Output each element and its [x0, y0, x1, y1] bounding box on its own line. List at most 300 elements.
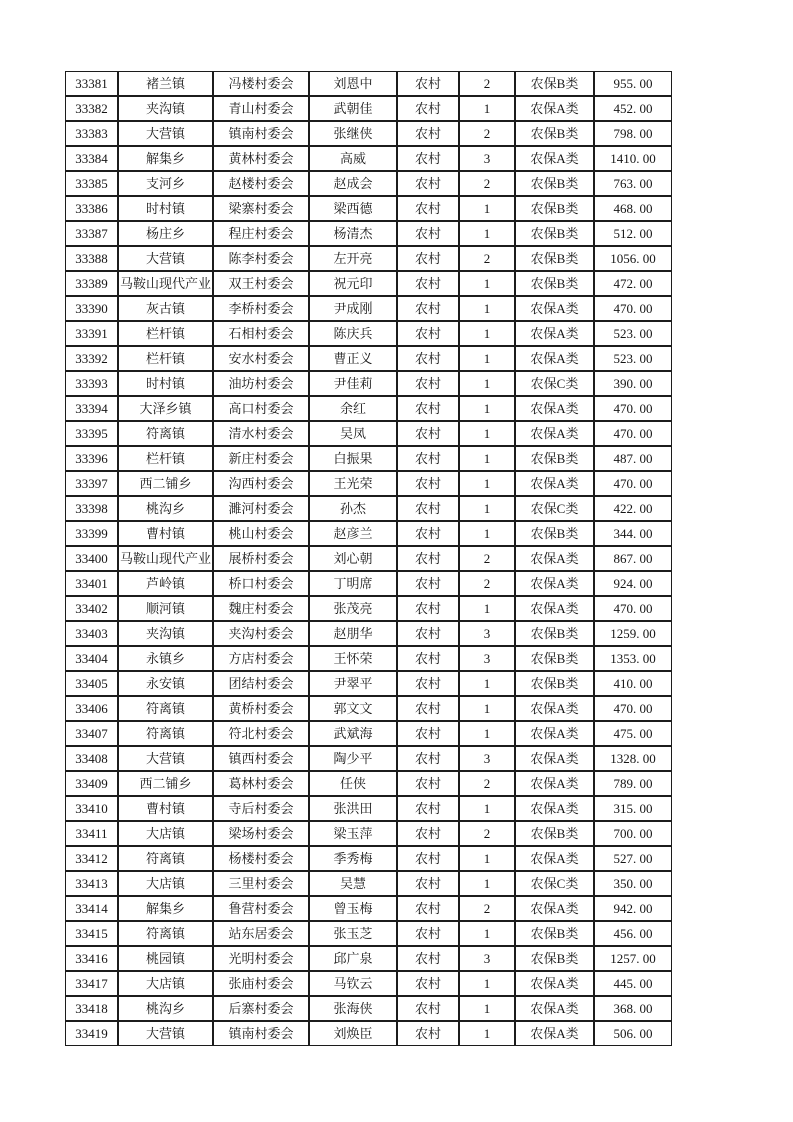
cell-residence: 农村 [397, 771, 459, 796]
table-row [65, 221, 672, 246]
cell-village: 后寨村委会 [213, 996, 309, 1021]
cell-name: 左开亮 [309, 246, 397, 271]
cell-name: 孙杰 [309, 496, 397, 521]
cell-count: 1 [459, 371, 515, 396]
cell-village: 寺后村委会 [213, 796, 309, 821]
cell-count: 1 [459, 521, 515, 546]
table-row [65, 821, 672, 846]
cell-id: 33381 [65, 71, 118, 96]
cell-village: 魏庄村委会 [213, 596, 309, 621]
cell-count: 1 [459, 721, 515, 746]
cell-count: 1 [459, 871, 515, 896]
cell-residence: 农村 [397, 471, 459, 496]
cell-id: 33419 [65, 1021, 118, 1046]
table-row [65, 296, 672, 321]
cell-category: 农保A类 [515, 971, 594, 996]
cell-village: 陈李村委会 [213, 246, 309, 271]
cell-name: 季秀梅 [309, 846, 397, 871]
cell-village: 石相村委会 [213, 321, 309, 346]
cell-amount: 470. 00 [594, 596, 672, 621]
cell-amount: 344. 00 [594, 521, 672, 546]
cell-village: 李桥村委会 [213, 296, 309, 321]
cell-residence: 农村 [397, 71, 459, 96]
cell-id: 33402 [65, 596, 118, 621]
table-row [65, 946, 672, 971]
cell-town: 符离镇 [118, 921, 213, 946]
cell-name: 郭文文 [309, 696, 397, 721]
cell-village: 梁寨村委会 [213, 196, 309, 221]
cell-residence: 农村 [397, 496, 459, 521]
cell-village: 葛林村委会 [213, 771, 309, 796]
cell-category: 农保B类 [515, 621, 594, 646]
cell-village: 光明村委会 [213, 946, 309, 971]
cell-category: 农保C类 [515, 371, 594, 396]
cell-category: 农保A类 [515, 696, 594, 721]
cell-name: 祝元印 [309, 271, 397, 296]
table-row [65, 496, 672, 521]
table-row [65, 121, 672, 146]
table-row [65, 521, 672, 546]
table-body [65, 71, 672, 1046]
cell-id: 33394 [65, 396, 118, 421]
cell-amount: 527. 00 [594, 846, 672, 871]
cell-town: 大店镇 [118, 871, 213, 896]
cell-town: 褚兰镇 [118, 71, 213, 96]
cell-count: 1 [459, 196, 515, 221]
cell-id: 33387 [65, 221, 118, 246]
cell-category: 农保A类 [515, 546, 594, 571]
table-row [65, 246, 672, 271]
cell-count: 1 [459, 471, 515, 496]
cell-village: 桥口村委会 [213, 571, 309, 596]
cell-amount: 470. 00 [594, 421, 672, 446]
cell-town: 桃沟乡 [118, 996, 213, 1021]
table-row [65, 471, 672, 496]
cell-count: 2 [459, 71, 515, 96]
cell-village: 鲁营村委会 [213, 896, 309, 921]
cell-town: 支河乡 [118, 171, 213, 196]
cell-residence: 农村 [397, 96, 459, 121]
cell-village: 符北村委会 [213, 721, 309, 746]
cell-name: 张海侠 [309, 996, 397, 1021]
cell-id: 33383 [65, 121, 118, 146]
cell-town: 大营镇 [118, 121, 213, 146]
cell-amount: 1259. 00 [594, 621, 672, 646]
cell-count: 1 [459, 671, 515, 696]
cell-amount: 512. 00 [594, 221, 672, 246]
table-row [65, 546, 672, 571]
table-row [65, 171, 672, 196]
cell-residence: 农村 [397, 646, 459, 671]
cell-category: 农保B类 [515, 946, 594, 971]
cell-id: 33404 [65, 646, 118, 671]
cell-category: 农保A类 [515, 771, 594, 796]
cell-town: 曹村镇 [118, 796, 213, 821]
cell-residence: 农村 [397, 1021, 459, 1046]
cell-village: 杨楼村委会 [213, 846, 309, 871]
cell-amount: 350. 00 [594, 871, 672, 896]
cell-category: 农保A类 [515, 421, 594, 446]
cell-count: 1 [459, 96, 515, 121]
cell-name: 陶少平 [309, 746, 397, 771]
cell-name: 丁明席 [309, 571, 397, 596]
cell-amount: 523. 00 [594, 321, 672, 346]
cell-category: 农保B类 [515, 446, 594, 471]
cell-id: 33417 [65, 971, 118, 996]
cell-village: 油坊村委会 [213, 371, 309, 396]
cell-name: 任侠 [309, 771, 397, 796]
cell-amount: 1056. 00 [594, 246, 672, 271]
cell-residence: 农村 [397, 896, 459, 921]
cell-amount: 955. 00 [594, 71, 672, 96]
cell-category: 农保B类 [515, 671, 594, 696]
cell-amount: 390. 00 [594, 371, 672, 396]
table-row [65, 146, 672, 171]
cell-name: 王怀荣 [309, 646, 397, 671]
cell-village: 清水村委会 [213, 421, 309, 446]
cell-amount: 1257. 00 [594, 946, 672, 971]
cell-residence: 农村 [397, 396, 459, 421]
cell-id: 33408 [65, 746, 118, 771]
cell-count: 1 [459, 596, 515, 621]
cell-residence: 农村 [397, 421, 459, 446]
cell-id: 33407 [65, 721, 118, 746]
cell-residence: 农村 [397, 746, 459, 771]
cell-residence: 农村 [397, 196, 459, 221]
cell-count: 1 [459, 446, 515, 471]
cell-residence: 农村 [397, 596, 459, 621]
cell-id: 33418 [65, 996, 118, 1021]
cell-amount: 487. 00 [594, 446, 672, 471]
cell-amount: 700. 00 [594, 821, 672, 846]
cell-category: 农保A类 [515, 346, 594, 371]
cell-category: 农保A类 [515, 96, 594, 121]
cell-residence: 农村 [397, 146, 459, 171]
table-row [65, 921, 672, 946]
cell-residence: 农村 [397, 271, 459, 296]
cell-name: 杨清杰 [309, 221, 397, 246]
cell-amount: 470. 00 [594, 296, 672, 321]
cell-category: 农保B类 [515, 246, 594, 271]
cell-residence: 农村 [397, 521, 459, 546]
cell-amount: 523. 00 [594, 346, 672, 371]
cell-name: 刘焕臣 [309, 1021, 397, 1046]
cell-count: 1 [459, 696, 515, 721]
cell-town: 栏杆镇 [118, 346, 213, 371]
cell-category: 农保B类 [515, 271, 594, 296]
cell-id: 33388 [65, 246, 118, 271]
cell-id: 33393 [65, 371, 118, 396]
cell-residence: 农村 [397, 296, 459, 321]
cell-count: 1 [459, 296, 515, 321]
cell-village: 镇西村委会 [213, 746, 309, 771]
cell-amount: 472. 00 [594, 271, 672, 296]
cell-name: 曹正义 [309, 346, 397, 371]
cell-town: 西二铺乡 [118, 471, 213, 496]
cell-category: 农保A类 [515, 721, 594, 746]
cell-amount: 924. 00 [594, 571, 672, 596]
cell-village: 团结村委会 [213, 671, 309, 696]
cell-count: 1 [459, 346, 515, 371]
cell-residence: 农村 [397, 971, 459, 996]
cell-id: 33398 [65, 496, 118, 521]
cell-village: 镇南村委会 [213, 121, 309, 146]
cell-count: 1 [459, 996, 515, 1021]
cell-category: 农保A类 [515, 796, 594, 821]
cell-amount: 368. 00 [594, 996, 672, 1021]
cell-amount: 470. 00 [594, 396, 672, 421]
cell-count: 1 [459, 796, 515, 821]
cell-id: 33406 [65, 696, 118, 721]
cell-count: 2 [459, 821, 515, 846]
cell-residence: 农村 [397, 546, 459, 571]
cell-category: 农保B类 [515, 221, 594, 246]
cell-count: 1 [459, 321, 515, 346]
cell-category: 农保A类 [515, 996, 594, 1021]
cell-amount: 468. 00 [594, 196, 672, 221]
cell-residence: 农村 [397, 246, 459, 271]
cell-id: 33382 [65, 96, 118, 121]
cell-amount: 456. 00 [594, 921, 672, 946]
cell-name: 张玉芝 [309, 921, 397, 946]
cell-village: 青山村委会 [213, 96, 309, 121]
cell-id: 33411 [65, 821, 118, 846]
cell-id: 33389 [65, 271, 118, 296]
table-row [65, 271, 672, 296]
cell-name: 尹成刚 [309, 296, 397, 321]
cell-id: 33397 [65, 471, 118, 496]
cell-village: 濉河村委会 [213, 496, 309, 521]
cell-town: 夹沟镇 [118, 621, 213, 646]
cell-town: 符离镇 [118, 421, 213, 446]
cell-name: 曾玉梅 [309, 896, 397, 921]
cell-category: 农保B类 [515, 821, 594, 846]
cell-residence: 农村 [397, 321, 459, 346]
cell-village: 冯楼村委会 [213, 71, 309, 96]
cell-residence: 农村 [397, 821, 459, 846]
cell-count: 2 [459, 121, 515, 146]
cell-id: 33392 [65, 346, 118, 371]
cell-town: 桃园镇 [118, 946, 213, 971]
cell-name: 邱广泉 [309, 946, 397, 971]
cell-town: 桃沟乡 [118, 496, 213, 521]
table-row [65, 196, 672, 221]
cell-village: 程庄村委会 [213, 221, 309, 246]
cell-id: 33400 [65, 546, 118, 571]
cell-village: 镇南村委会 [213, 1021, 309, 1046]
cell-town: 顺河镇 [118, 596, 213, 621]
cell-residence: 农村 [397, 921, 459, 946]
cell-village: 三里村委会 [213, 871, 309, 896]
table-row [65, 846, 672, 871]
table-row [65, 571, 672, 596]
cell-residence: 农村 [397, 346, 459, 371]
cell-id: 33395 [65, 421, 118, 446]
cell-category: 农保A类 [515, 596, 594, 621]
cell-category: 农保C类 [515, 871, 594, 896]
cell-name: 尹佳莉 [309, 371, 397, 396]
cell-amount: 1328. 00 [594, 746, 672, 771]
cell-category: 农保A类 [515, 396, 594, 421]
cell-name: 王光荣 [309, 471, 397, 496]
cell-town: 符离镇 [118, 721, 213, 746]
cell-town: 曹村镇 [118, 521, 213, 546]
cell-town: 杨庄乡 [118, 221, 213, 246]
cell-town: 栏杆镇 [118, 321, 213, 346]
cell-amount: 445. 00 [594, 971, 672, 996]
cell-id: 33410 [65, 796, 118, 821]
cell-town: 芦岭镇 [118, 571, 213, 596]
cell-id: 33405 [65, 671, 118, 696]
cell-village: 展桥村委会 [213, 546, 309, 571]
table-row [65, 396, 672, 421]
cell-town: 灰古镇 [118, 296, 213, 321]
table-row [65, 771, 672, 796]
cell-village: 黄桥村委会 [213, 696, 309, 721]
cell-town: 大营镇 [118, 1021, 213, 1046]
table-row [65, 996, 672, 1021]
cell-id: 33401 [65, 571, 118, 596]
cell-residence: 农村 [397, 446, 459, 471]
cell-category: 农保B类 [515, 71, 594, 96]
cell-category: 农保A类 [515, 1021, 594, 1046]
cell-name: 张洪田 [309, 796, 397, 821]
table-row [65, 421, 672, 446]
cell-id: 33403 [65, 621, 118, 646]
cell-name: 吴凤 [309, 421, 397, 446]
table-row [65, 96, 672, 121]
cell-town: 马鞍山现代产业 [118, 546, 213, 571]
cell-category: 农保A类 [515, 296, 594, 321]
cell-town: 符离镇 [118, 846, 213, 871]
cell-residence: 农村 [397, 871, 459, 896]
table-row [65, 896, 672, 921]
cell-residence: 农村 [397, 996, 459, 1021]
cell-amount: 410. 00 [594, 671, 672, 696]
table-row [65, 746, 672, 771]
cell-id: 33415 [65, 921, 118, 946]
table-row [65, 71, 672, 96]
cell-town: 永安镇 [118, 671, 213, 696]
cell-category: 农保B类 [515, 171, 594, 196]
cell-id: 33413 [65, 871, 118, 896]
cell-id: 33412 [65, 846, 118, 871]
cell-count: 1 [459, 221, 515, 246]
cell-name: 尹翠平 [309, 671, 397, 696]
cell-name: 梁西德 [309, 196, 397, 221]
cell-name: 余红 [309, 396, 397, 421]
cell-name: 赵成会 [309, 171, 397, 196]
records-table [65, 71, 672, 1046]
cell-count: 2 [459, 896, 515, 921]
cell-village: 安水村委会 [213, 346, 309, 371]
cell-name: 白振果 [309, 446, 397, 471]
table-row [65, 696, 672, 721]
cell-count: 3 [459, 646, 515, 671]
cell-amount: 789. 00 [594, 771, 672, 796]
cell-name: 赵朋华 [309, 621, 397, 646]
cell-name: 高威 [309, 146, 397, 171]
cell-village: 桃山村委会 [213, 521, 309, 546]
cell-amount: 942. 00 [594, 896, 672, 921]
cell-amount: 867. 00 [594, 546, 672, 571]
cell-name: 张继侠 [309, 121, 397, 146]
cell-category: 农保A类 [515, 746, 594, 771]
cell-town: 时村镇 [118, 371, 213, 396]
cell-town: 符离镇 [118, 696, 213, 721]
cell-residence: 农村 [397, 696, 459, 721]
cell-amount: 506. 00 [594, 1021, 672, 1046]
cell-id: 33384 [65, 146, 118, 171]
cell-category: 农保B类 [515, 646, 594, 671]
cell-name: 刘心朝 [309, 546, 397, 571]
cell-village: 站东居委会 [213, 921, 309, 946]
cell-amount: 1353. 00 [594, 646, 672, 671]
cell-town: 大营镇 [118, 746, 213, 771]
cell-category: 农保B类 [515, 921, 594, 946]
cell-amount: 470. 00 [594, 471, 672, 496]
cell-count: 2 [459, 571, 515, 596]
cell-residence: 农村 [397, 221, 459, 246]
cell-category: 农保A类 [515, 896, 594, 921]
cell-amount: 315. 00 [594, 796, 672, 821]
cell-count: 1 [459, 271, 515, 296]
cell-count: 2 [459, 171, 515, 196]
cell-id: 33390 [65, 296, 118, 321]
table-row [65, 721, 672, 746]
cell-village: 赵楼村委会 [213, 171, 309, 196]
cell-town: 栏杆镇 [118, 446, 213, 471]
table-row [65, 796, 672, 821]
table-row [65, 371, 672, 396]
cell-village: 黄林村委会 [213, 146, 309, 171]
cell-village: 夹沟村委会 [213, 621, 309, 646]
cell-village: 沟西村委会 [213, 471, 309, 496]
cell-category: 农保A类 [515, 571, 594, 596]
cell-town: 大营镇 [118, 246, 213, 271]
cell-village: 梁场村委会 [213, 821, 309, 846]
cell-name: 陈庆兵 [309, 321, 397, 346]
cell-residence: 农村 [397, 371, 459, 396]
cell-amount: 452. 00 [594, 96, 672, 121]
cell-count: 1 [459, 1021, 515, 1046]
cell-category: 农保B类 [515, 521, 594, 546]
cell-count: 1 [459, 971, 515, 996]
table-row [65, 321, 672, 346]
cell-count: 2 [459, 546, 515, 571]
cell-name: 马钦云 [309, 971, 397, 996]
cell-village: 双王村委会 [213, 271, 309, 296]
cell-id: 33391 [65, 321, 118, 346]
cell-name: 武朝佳 [309, 96, 397, 121]
cell-id: 33386 [65, 196, 118, 221]
cell-id: 33385 [65, 171, 118, 196]
cell-count: 3 [459, 146, 515, 171]
cell-count: 3 [459, 746, 515, 771]
cell-town: 永镇乡 [118, 646, 213, 671]
cell-count: 3 [459, 946, 515, 971]
cell-count: 1 [459, 396, 515, 421]
table-row [65, 596, 672, 621]
cell-amount: 475. 00 [594, 721, 672, 746]
cell-amount: 798. 00 [594, 121, 672, 146]
cell-id: 33414 [65, 896, 118, 921]
cell-amount: 470. 00 [594, 696, 672, 721]
table-row [65, 621, 672, 646]
cell-count: 2 [459, 771, 515, 796]
cell-name: 刘恩中 [309, 71, 397, 96]
cell-id: 33416 [65, 946, 118, 971]
